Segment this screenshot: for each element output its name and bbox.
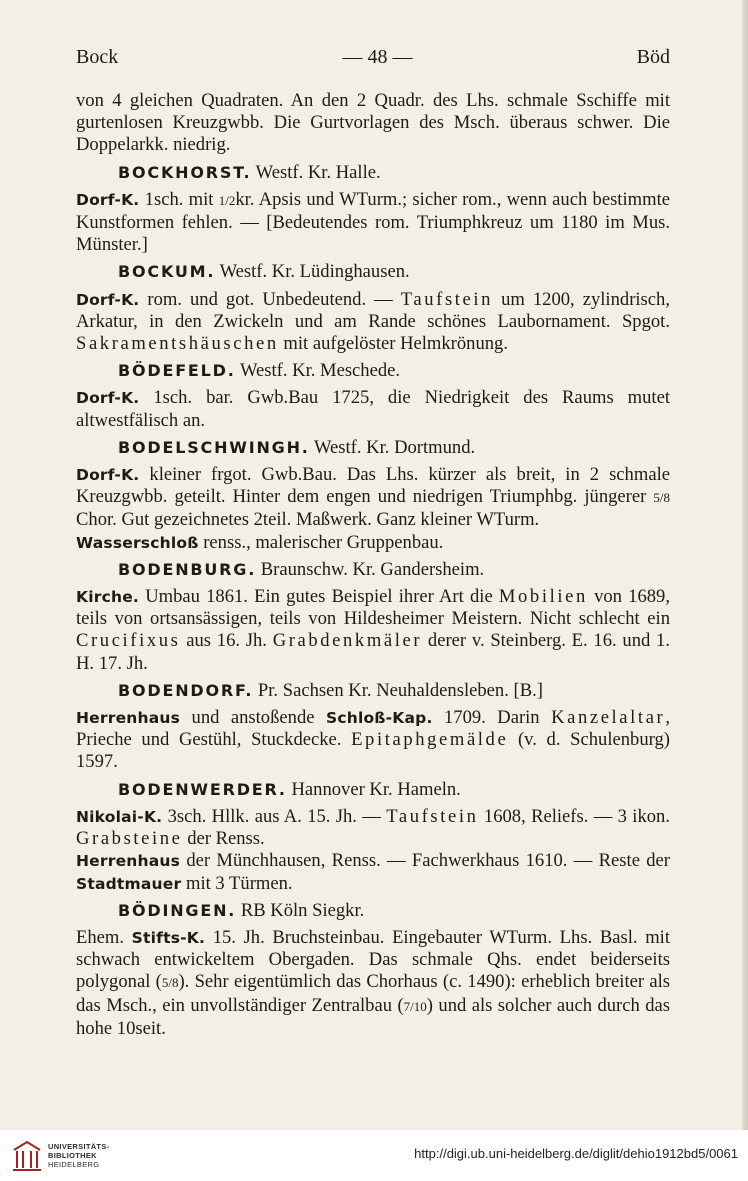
entry-heading-bodenwerder: BODENWERDER. Hannover Kr. Hameln. (118, 778, 461, 800)
page-header (76, 42, 670, 72)
header-right-keyword: Böd (636, 45, 670, 68)
entry-heading-bockum: BOCKUM. Westf. Kr. Lüdinghausen. (118, 261, 410, 283)
entry-heading-bodendorf: BODENDORF. Pr. Sachsen Kr. Neuhaldensleben. [B.] (118, 679, 543, 701)
entry-heading-boedefeld: BÖDEFELD. Westf. Kr. Meschede. (118, 360, 401, 382)
entry-text-bodelschwingh-castle: Wasserschloß renss., malerischer Gruppenbau. (76, 531, 444, 553)
entry-heading-boedingen: BÖDINGEN. RB Köln Siegkr. (118, 899, 365, 921)
entry-text-bodenwerder-manor: Herrenhaus der Münchhausen, Renss. — Fachwerkhaus 1610. — Reste der Stadtmauer mit 3 Türmen. (76, 850, 670, 894)
source-url[interactable]: http://digi.ub.uni-heidelberg.de/diglit/dehio1912bd5/0061 (414, 1146, 738, 1161)
entry-text-bockum: Dorf-K. rom. und got. Unbedeutend. — Taufstein um 1200, zylindrisch, Arkatur, in den Zwickeln und am Rande schönes Laubornament. Spgot. Sakramentshäuschen mit aufgelöster Helmkrönung. (76, 288, 670, 355)
entry-heading-bockhorst: BOCKHORST. Westf. Kr. Halle. (118, 161, 381, 183)
entry-text-bockhorst: Dorf-K. 1sch. mit 1/2kr. Apsis und WTurm.; sicher rom., wenn auch bestimmte Kunstformen fehlen. — [Bedeutendes rom. Triumphkreuz um 1180 im Mus. Münster.] (76, 188, 670, 256)
entry-text-boedingen: Ehem. Stifts-K. 15. Jh. Bruchsteinbau. Eingebauter WTurm. Lhs. Basl. mit schwach entwickeltem Obergaden. Das schmale Qhs. endet beiderseits polygonal (5/8). Sehr eigentümlich das Chorhaus (c. 1490): erheblich breiter als das Msch., ein unvollständiger Zentralbau (7/10) und als solcher auch durch das hohe 10seit. (76, 926, 670, 1039)
page-body (76, 90, 670, 1045)
header-left-keyword: Bock (76, 45, 119, 68)
intro-paragraph: von 4 gleichen Quadraten. An den 2 Quadr. des Lhs. schmale Sschiffe mit gurtenlosen Kreuzgwbb. Die Gurtvorlagen des Msch. überaus schwer. Die Doppelarkk. niedrig. (76, 90, 670, 156)
entry-heading-bodelschwingh: BODELSCHWINGH. Westf. Kr. Dortmund. (118, 436, 476, 458)
entry-text-bodenwerder: Nikolai-K. 3sch. Hllk. aus A. 15. Jh. — Taufstein 1608, Reliefs. — 3 ikon. Grabsteine der Renss. (76, 805, 670, 850)
university-library-logo-icon (10, 1138, 44, 1174)
viewer-footer (0, 1130, 748, 1181)
entry-text-bodenburg: Kirche. Umbau 1861. Ein gutes Beispiel ihrer Art die Mobilien von 1689, teils von ortsansässigen, teils von Hildesheimer Meistern. Nicht schlecht ein Crucifixus aus 16. Jh. Grabdenkmäler derer v. Steinberg. E. 16. und 1. H. 17. Jh. (76, 586, 670, 674)
entry-text-bodelschwingh: Dorf-K. kleiner frgot. Gwb.Bau. Das Lhs. kürzer als breit, in 2 schmale Kreuzgwbb. geteilt. Hinter dem engen und niedrigen Triumphbg. jüngerer 5/8 Chor. Gut gezeichnetes 2teil. Maßwerk. Ganz kleiner WTurm. (76, 464, 670, 531)
entry-text-boedefeld: Dorf-K. 1sch. bar. Gwb.Bau 1725, die Niedrigkeit des Raums mutet altwestfälisch an. (76, 387, 671, 431)
entry-text-bodendorf: Herrenhaus und anstoßende Schloß-Kap. 1709. Darin Kanzelaltar, Prieche und Gestühl, Stuckdecke. Epitaphgemälde (v. d. Schulenburg) 1597. (76, 707, 670, 773)
library-name: UNIVERSITÄTS- BIBLIOTHEK HEIDELBERG (48, 1142, 110, 1169)
entry-heading-bodenburg: BODENBURG. Braunschw. Kr. Gandersheim. (118, 558, 485, 580)
page-number: — 48 — (342, 45, 413, 68)
